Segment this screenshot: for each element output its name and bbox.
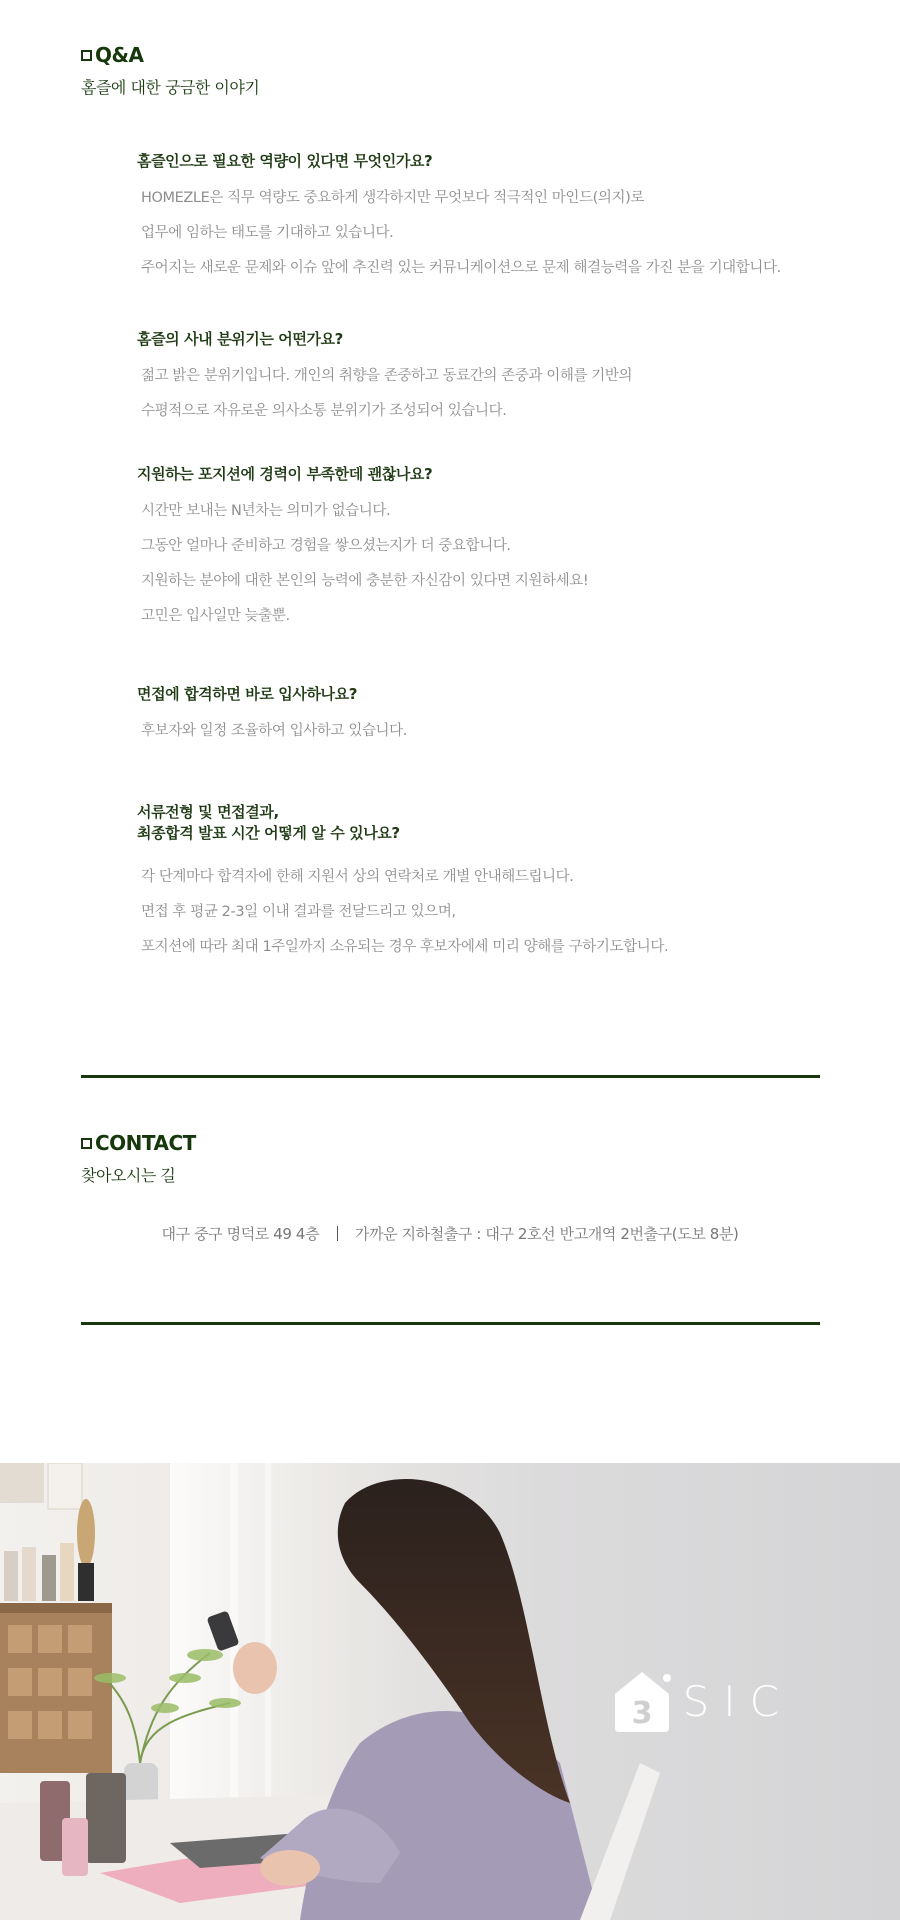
qa-question: 지원하는 포지션에 경력이 부족한데 괜찮나요? [137,465,433,483]
qa-answer-line: 업무에 임하는 태도를 기대하고 있습니다. [141,225,394,241]
contact-subtitle: 찾아오시는 길 [81,1166,176,1185]
qa-answer-line: 수평적으로 자유로운 의사소통 분위기가 조성되어 있습니다. [141,403,507,419]
qa-answers [137,494,837,634]
qa-title [81,43,259,67]
qa-item [137,802,837,965]
qa-answer-line: 그동안 얼마나 준비하고 경험을 쌓으셨는지가 더 중요합니다. [141,538,511,554]
qa-answers [137,181,837,286]
qa-item [137,151,837,286]
qa-item [137,684,837,749]
qa-answer-line: 포지션에 따라 최대 1주일까지 소유되는 경우 후보자에세 미리 양해를 구하기도합니다. [141,939,669,955]
qa-question: 홈즐인으로 필요한 역량이 있다면 무엇인가요? [137,152,433,170]
qa-answer-line: 고민은 입사일만 늦출뿐. [141,608,290,624]
qa-question: 홈즐의 사내 분위기는 어떤가요? [137,330,343,348]
qa-item [137,464,837,634]
contact-info [0,1223,900,1244]
logo-number: 3 [631,1696,653,1731]
logo-text: SIC [682,1676,793,1726]
contact-subway: 가까운 지하철출구 : 대구 2호선 반고개역 2번출구(도보 8분) [354,1225,739,1243]
qa-question: 서류전형 및 면접결과, 최종합격 발표 시간 어떻게 알 수 있나요? [137,803,400,842]
qa-answer-line: 면접 후 평균 2-3일 이내 결과를 전달드리고 있으며, [141,904,456,920]
section-divider [81,1075,820,1078]
contact-separator [337,1226,338,1241]
brand-logo [611,1668,793,1734]
section-divider [81,1322,820,1325]
qa-title-text: Q&A [95,43,144,67]
square-bullet-icon [81,50,92,61]
qa-answer-line: 시간만 보내는 N년차는 의미가 없습니다. [141,503,391,519]
qa-answer-line: 젊고 밝은 분위기입니다. 개인의 취향을 존중하고 동료간의 존중과 이해를 기반의 [141,368,633,384]
qa-answer-line: 지원하는 분야에 대한 본인의 능력에 충분한 자신감이 있다면 지원하세요! [141,573,589,589]
qa-answers [137,359,837,429]
square-bullet-icon [81,1138,92,1149]
contact-title-text: CONTACT [95,1131,196,1155]
qa-answers [137,714,837,749]
contact-title [81,1131,196,1155]
qa-answer-line: HOMEZLE은 직무 역량도 중요하게 생각하지만 무엇보다 적극적인 마인드(의지)로 [141,190,644,206]
contact-address: 대구 중구 명덕로 49 4층 [161,1225,320,1243]
qa-item [137,329,837,429]
qa-subtitle: 홈즐에 대한 궁금한 이야기 [81,78,260,97]
qa-answer-line: 각 단계마다 합격자에 한해 지원서 상의 연락처로 개별 안내해드립니다. [141,869,574,885]
qa-answers [137,860,837,965]
house-logo-icon [611,1668,673,1734]
contact-section-header [81,1131,196,1186]
qa-answer-line: 주어지는 새로운 문제와 이슈 앞에 추진력 있는 커뮤니케이션으로 문제 해결능력을 가진 분을 기대합니다. [141,260,781,276]
brand-banner-image [0,1463,900,1920]
qa-section-header [81,43,259,98]
qa-question: 면접에 합격하면 바로 입사하나요? [137,685,358,703]
qa-answer-line: 후보자와 일정 조율하여 입사하고 있습니다. [141,723,407,739]
